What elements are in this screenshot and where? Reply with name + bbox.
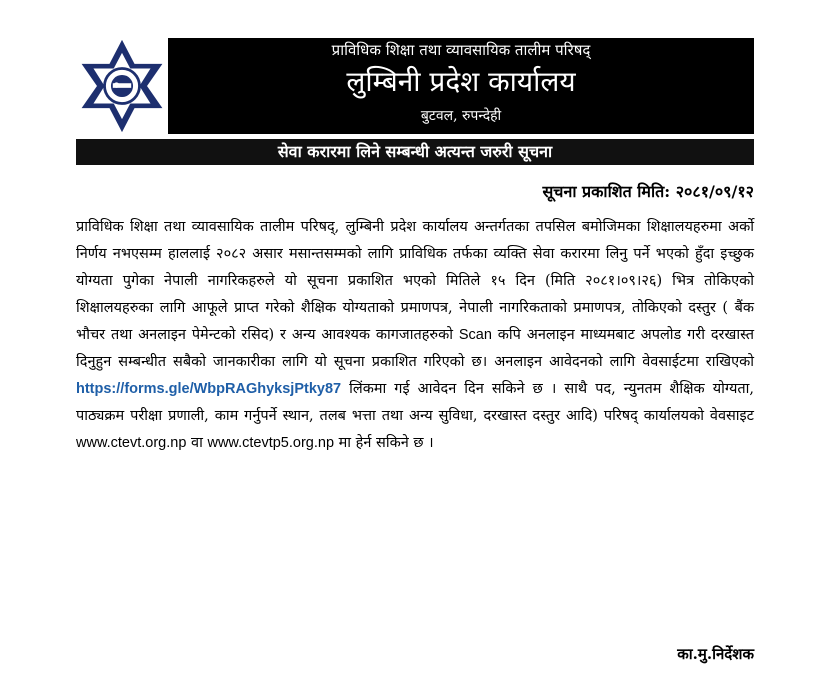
application-form-link[interactable]: https://forms.gle/WbpRAGhyksjPtky87 <box>76 381 342 397</box>
scan-word: Scan <box>458 327 492 343</box>
header-band <box>168 38 754 134</box>
office-location: बुटवल, रुपन्देही <box>420 108 502 124</box>
body-part-5: मा हेर्न सकिने छ । <box>334 435 434 451</box>
council-name: प्राविधिक शिक्षा तथा व्यावसायिक तालीम परिषद् <box>331 41 591 59</box>
website-ctevtp5[interactable]: www.ctevtp5.org.np <box>207 435 335 451</box>
signature: का.मु.निर्देशक <box>677 645 754 663</box>
body-part-2: कपि अनलाइन माध्यमबाट अपलोड गरी दरखास्त दिनुहुन सम्बन्धीत सबैको जानकारीका लागि यो सूचना प्रकाशित गरिएको छ। अनलाइन आवेदनको लागि वेवसाईटमा राखिएको <box>76 327 755 370</box>
notice-title: सेवा करारमा लिने सम्बन्धी अत्यन्त जरुरी सूचना <box>76 139 754 165</box>
body-part-1: प्राविधिक शिक्षा तथा व्यावसायिक तालीम परिषद्, लुम्बिनी प्रदेश कार्यालय अन्तर्गतका तपसिल बमोजिमका शिक्षालयहरुमा अर्को निर्णय नभएसम्म हाललाई २०८२ असार मसान्तसम्मको लागि प्राविधिक तर्फका व्यक्ति सेवा करारमा लिनु पर्ने भएको हुँदा इच्छुक योग्यता पुगेका नेपाली नागरिकहरुले यो सूचना प्रकाशित भएको मितिले १५ दिन (मिति २०८१।०९।२६) भित्र तोकिएको शिक्षालयहरुका लागि आफूले प्राप्त गरेको शैक्षिक योग्यताको प्रमाणपत्र, नेपाली नागरिकताको प्रमाणपत्र, तोकिएको दस्तुर ( बैंक भौचर तथा अनलाइन पेमेन्टको रसिद) र अन्य आवश्यक कागजातहरुको <box>76 219 754 343</box>
notice-body <box>76 214 754 457</box>
body-part-4: वा <box>186 435 208 451</box>
website-ctevt[interactable]: www.ctevt.org.np <box>76 435 187 451</box>
ctevt-logo <box>76 40 168 132</box>
publish-date: सूचना प्रकाशित मिति: २०८१/०९/१२ <box>542 182 754 201</box>
body-part-3: लिंकमा गई आवेदन दिन सकिने छ । साथै पद, न्युनतम शैक्षिक योग्यता, पाठ्यक्रम परीक्षा प्रणाली, काम गर्नुपर्ने स्थान, तलब भत्ता तथा अन्य सुविधा, दरखास्त दस्तुर आदि) परिषद् कार्यालयको वेवसाइट <box>76 381 754 424</box>
office-name: लुम्बिनी प्रदेश कार्यालय <box>346 65 576 98</box>
